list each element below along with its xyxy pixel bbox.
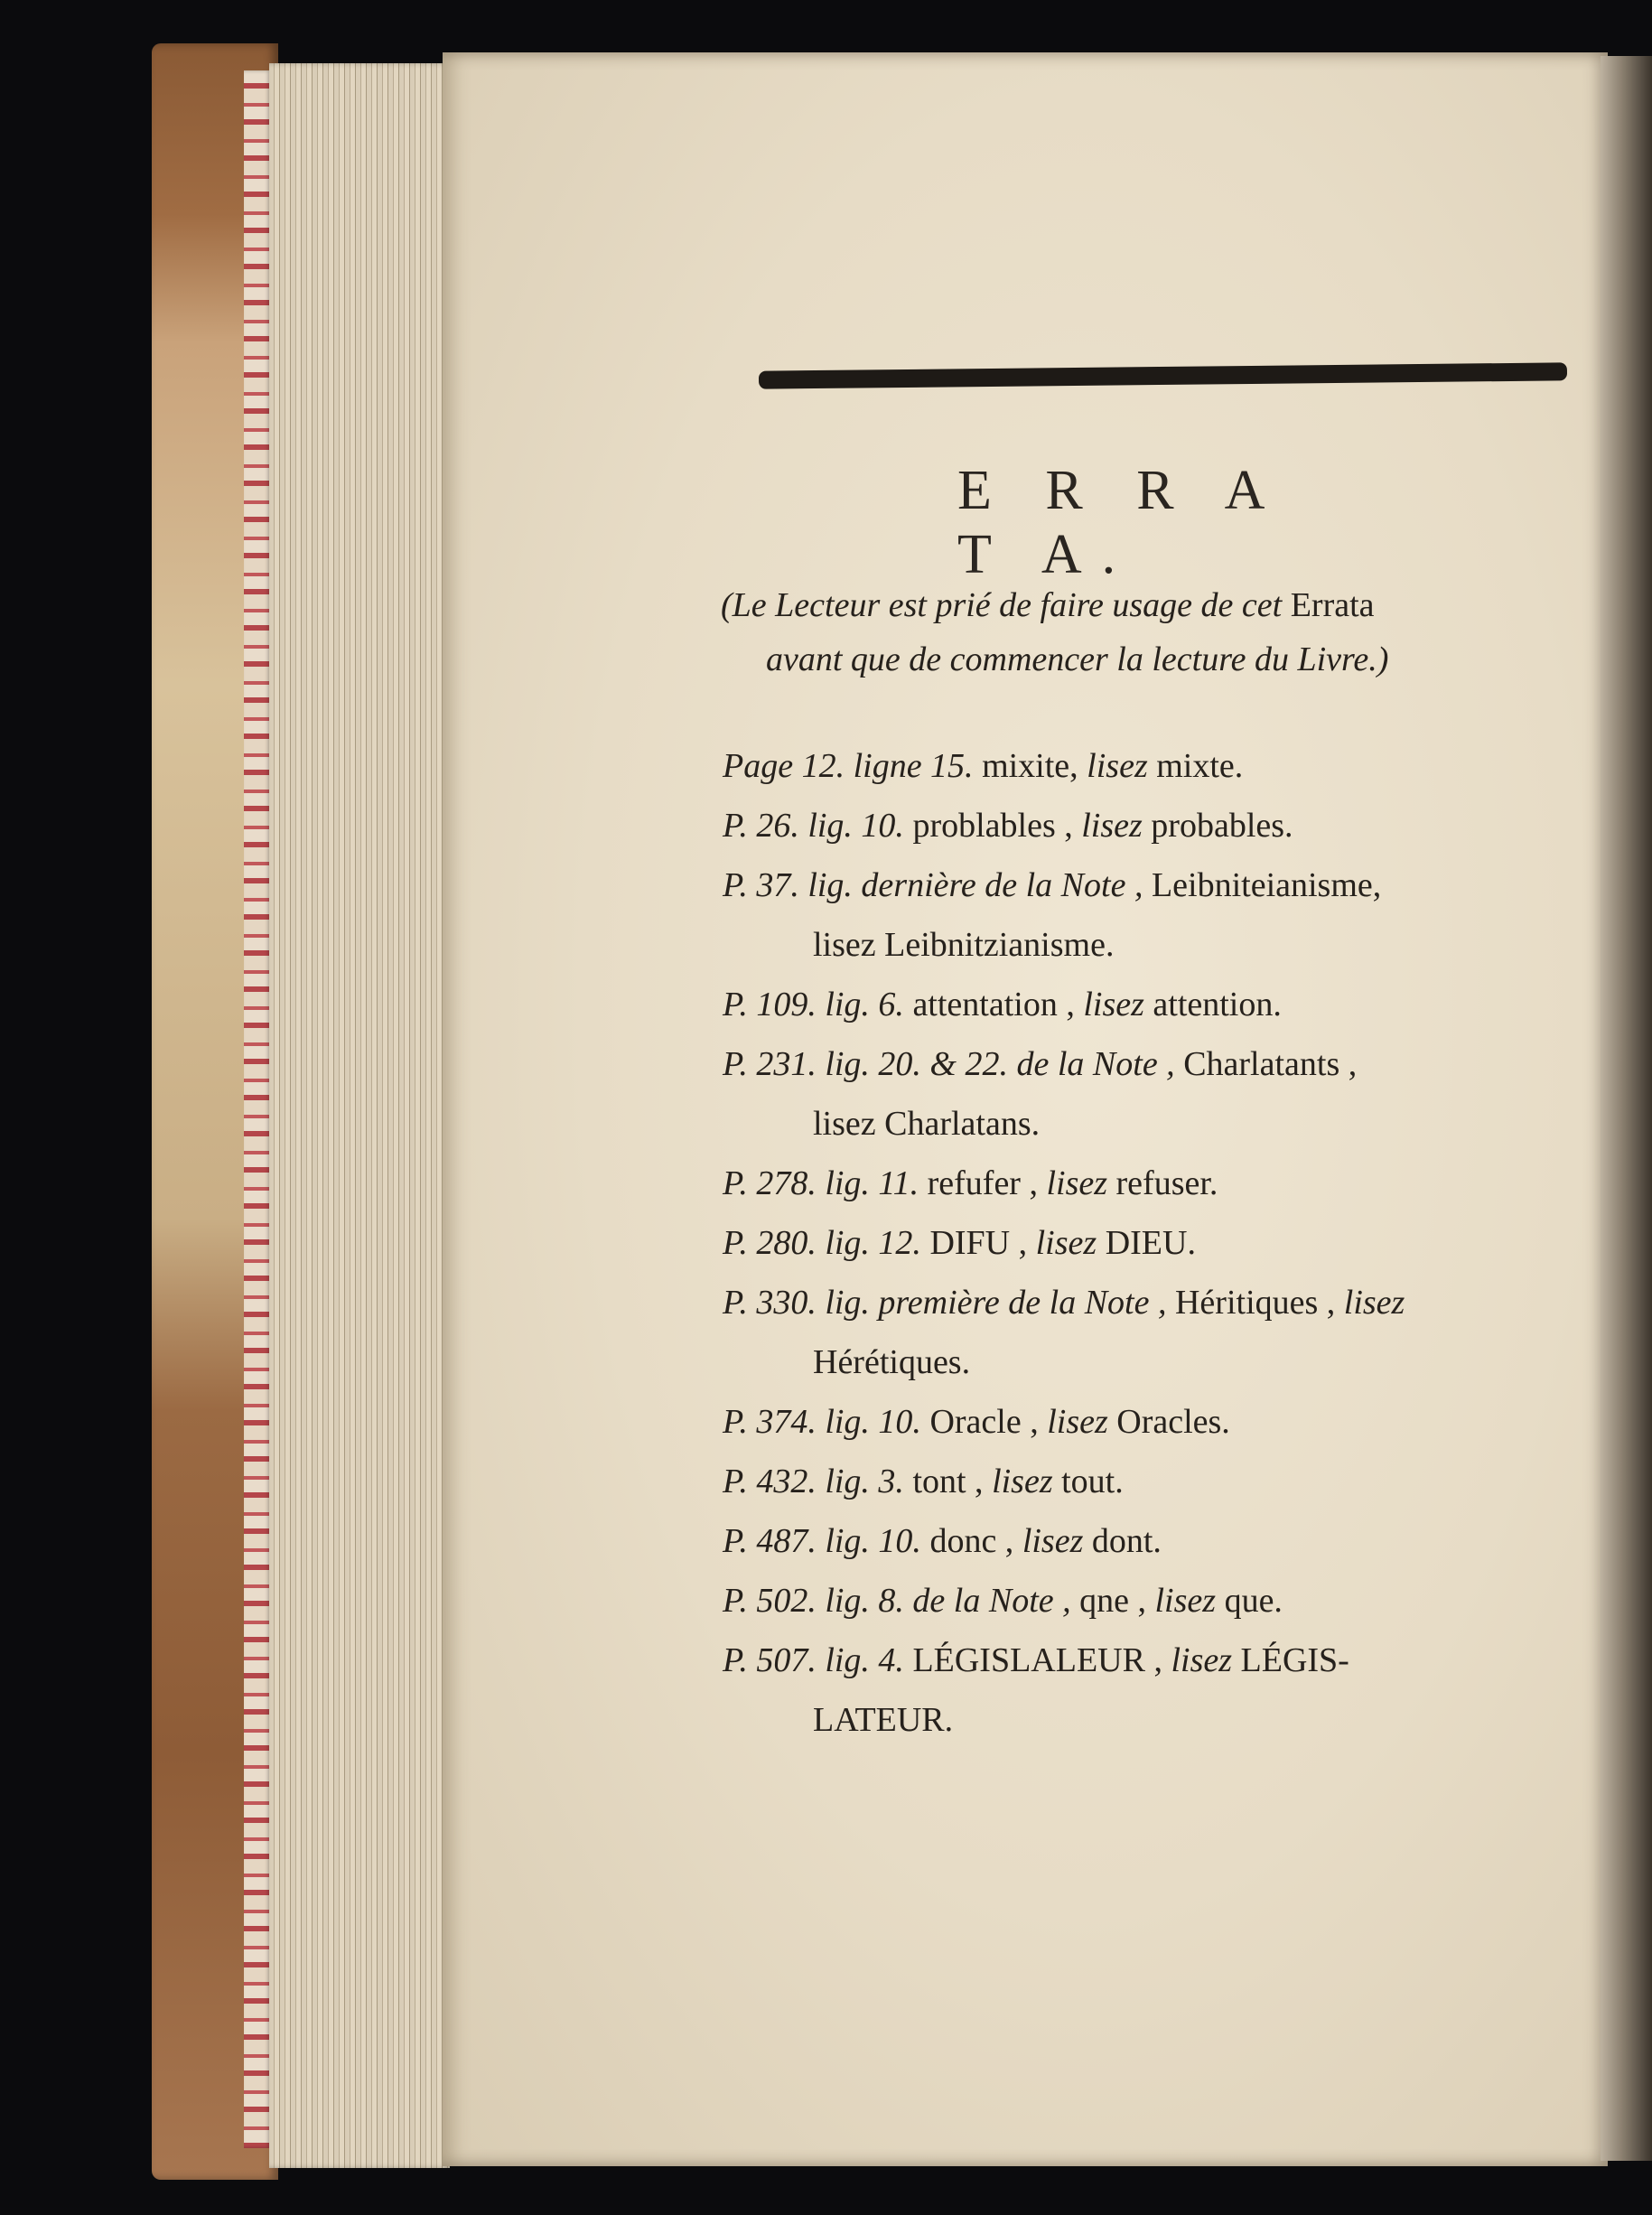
errata-entry [723,1452,1563,1511]
errata-continuation: lisez Charlatans. [813,1105,1041,1143]
errata-lisez: lisez [1081,807,1143,845]
errata-wrong-text: LÉGISLALEUR , [912,1641,1162,1679]
errata-wrong-text: problables , [912,807,1073,845]
errata-lisez: lisez [1171,1641,1233,1679]
errata-lisez: lisez [992,1463,1053,1500]
errata-list [723,736,1563,1750]
errata-wrong-text: mixite, [982,747,1078,785]
errata-lisez: lisez [1083,986,1144,1023]
page-stack [269,63,450,2168]
errata-wrong-text: attentation , [912,986,1075,1023]
errata-wrong-text: Héritiques , [1174,1284,1336,1322]
errata-wrong-text: Leibniteianisme, [1151,866,1382,904]
errata-reference: P. 37. lig. dernière de la Note , [723,866,1143,904]
errata-wrong-text: tont , [912,1463,984,1500]
errata-lisez: lisez [1154,1582,1217,1620]
errata-entry [723,1213,1563,1273]
errata-reference: P. 507. lig. 4. [723,1641,904,1679]
page-title: E R R A T A. [957,460,1283,585]
errata-reference: P. 231. lig. 20. & 22. de la Note , [723,1045,1175,1083]
errata-wrong-text: qne , [1079,1582,1146,1620]
errata-correct-text: DIEU. [1105,1224,1196,1262]
errata-entry [723,1154,1563,1213]
errata-reference: P. 109. lig. 6. [723,986,904,1023]
errata-correct-text: tout. [1061,1463,1124,1500]
errata-reference: P. 502. lig. 8. de la Note , [723,1582,1071,1620]
errata-entry [723,1631,1563,1750]
errata-entry [723,1571,1563,1631]
notice-line-1 [721,578,1534,632]
marbled-edge [244,70,271,2148]
errata-lisez: lisez [1046,1164,1108,1202]
notice-line-1-roman: Errata [1290,586,1375,624]
gutter-shadow [1601,56,1652,2161]
errata-correct-text: probables. [1151,807,1293,845]
errata-entry [723,1392,1563,1452]
errata-wrong-text: Oracle , [929,1403,1039,1441]
errata-continuation: LATEUR. [813,1701,954,1739]
reader-notice [721,578,1534,687]
notice-line-2: avant que de commencer la lecture du Livre.) [766,640,1389,678]
errata-reference: P. 280. lig. 12. [723,1224,921,1262]
errata-reference: P. 330. lig. première de la Note , [723,1284,1167,1322]
errata-lisez: lisez [1047,1403,1108,1441]
errata-reference: Page 12. ligne 15. [723,747,974,785]
errata-lisez: lisez [1087,747,1148,785]
errata-reference: P. 374. lig. 10. [723,1403,921,1441]
errata-continuation: lisez Leibnitzianisme. [813,926,1115,964]
errata-reference: P. 26. lig. 10. [723,807,904,845]
errata-wrong-text: donc , [929,1522,1014,1560]
errata-correct-text: que. [1224,1582,1283,1620]
errata-lisez: lisez [1343,1284,1405,1322]
errata-entry [723,855,1563,975]
errata-continuation: Hérétiques. [813,1343,971,1381]
errata-correct-text: refuser. [1115,1164,1218,1202]
errata-correct-text: mixte. [1156,747,1244,785]
errata-reference: P. 278. lig. 11. [723,1164,919,1202]
errata-entry [723,736,1563,796]
errata-correct-text: Oracles. [1116,1403,1230,1441]
errata-correct-text: LÉGIS- [1240,1641,1349,1679]
errata-correct-text: attention. [1153,986,1282,1023]
errata-entry [723,975,1563,1034]
errata-wrong-text: refufer , [927,1164,1038,1202]
errata-entry [723,1511,1563,1571]
errata-entry [723,1034,1563,1154]
errata-correct-text: dont. [1091,1522,1162,1560]
errata-reference: P. 487. lig. 10. [723,1522,921,1560]
errata-lisez: lisez [1022,1522,1084,1560]
errata-entry [723,1273,1563,1392]
errata-reference: P. 432. lig. 3. [723,1463,904,1500]
errata-wrong-text: DIFU , [929,1224,1028,1262]
errata-entry [723,796,1563,855]
errata-wrong-text: Charlatants , [1183,1045,1358,1083]
notice-line-1-italic: (Le Lecteur est prié de faire usage de cet [721,586,1283,624]
errata-lisez: lisez [1035,1224,1097,1262]
